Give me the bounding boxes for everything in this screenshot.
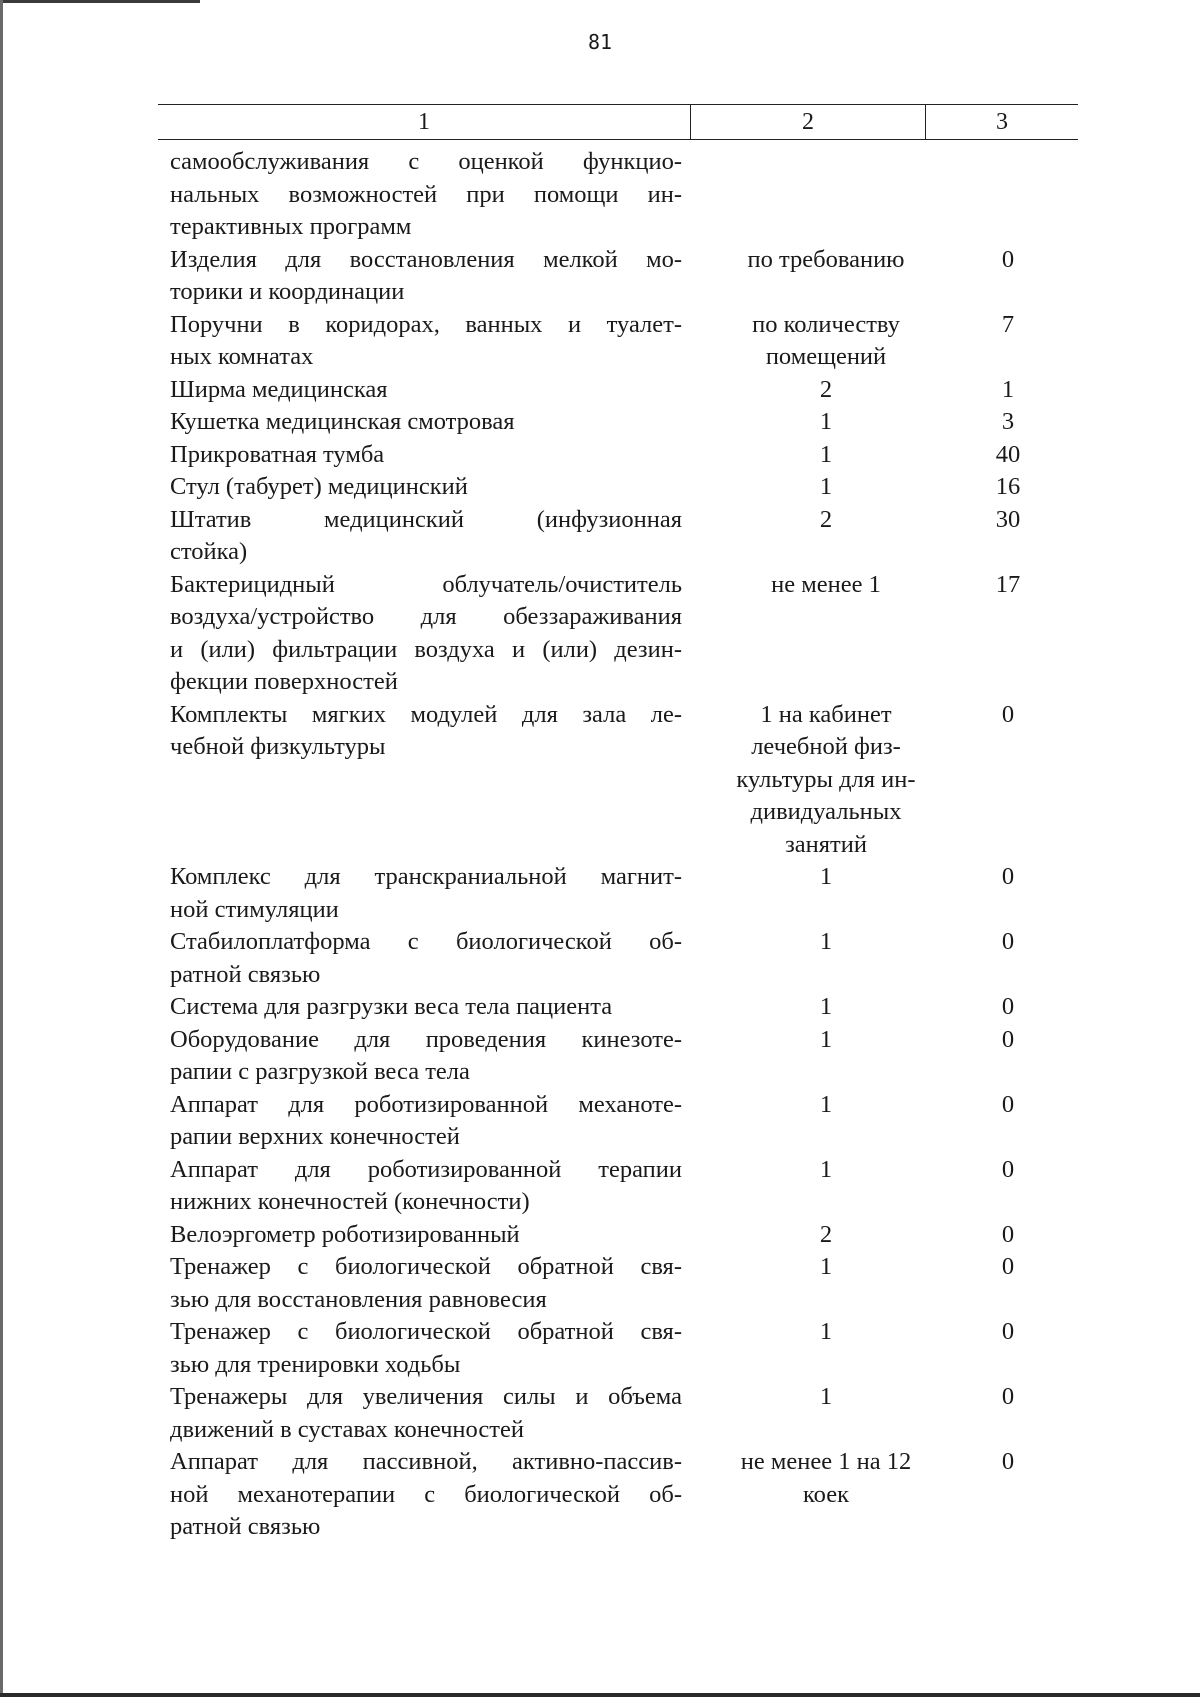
equipment-name-cell bbox=[170, 1446, 682, 1544]
required-quantity-line: не менее 1 на 12 bbox=[740, 1448, 912, 1475]
equipment-name-line: Ширма медицинская bbox=[170, 375, 388, 403]
actual-quantity-cell: 0 bbox=[1001, 928, 1015, 955]
table-row bbox=[170, 504, 1050, 569]
equipment-name-cell bbox=[170, 1024, 682, 1089]
table-header-col-2: 2 bbox=[691, 105, 926, 139]
equipment-name-line: Комплекты мягких модулей для зала ле- bbox=[170, 700, 682, 728]
equipment-name-line: Аппарат для роботизированной терапии bbox=[170, 1155, 682, 1183]
equipment-name-cell bbox=[170, 926, 682, 991]
equipment-name-line: зью для восстановления равновесия bbox=[170, 1285, 547, 1313]
required-quantity-line: коек bbox=[803, 1480, 849, 1508]
required-quantity-cell bbox=[682, 1089, 966, 1122]
required-quantity-line: 1 bbox=[819, 928, 833, 955]
required-quantity-cell bbox=[682, 861, 966, 894]
required-quantity-line: 2 bbox=[819, 505, 833, 533]
actual-quantity-cell: 7 bbox=[1001, 310, 1015, 338]
equipment-name-cell bbox=[170, 244, 682, 309]
equipment-name-line: Изделия для восстановления мелкой мо- bbox=[170, 245, 682, 273]
required-quantity-cell bbox=[682, 406, 966, 439]
required-quantity-line: 1 bbox=[819, 1383, 833, 1410]
equipment-name-cell bbox=[170, 471, 682, 504]
actual-quantity-cell: 0 bbox=[1001, 863, 1015, 890]
required-quantity-line: 1 bbox=[819, 1155, 833, 1183]
equipment-name-line: Стул (табурет) медицинский bbox=[170, 473, 468, 500]
equipment-name-cell bbox=[170, 146, 682, 244]
table-row bbox=[170, 569, 1050, 699]
equipment-name-line: самообслуживания с оценкой функцио- bbox=[170, 148, 682, 175]
required-quantity-cell bbox=[682, 1024, 966, 1057]
required-quantity-cell bbox=[682, 374, 966, 407]
equipment-name-line: Аппарат для пассивной, активно-пассив- bbox=[170, 1448, 682, 1475]
equipment-name-line: и (или) фильтрации воздуха и (или) дезин- bbox=[170, 635, 682, 663]
equipment-name-line: фекции поверхностей bbox=[170, 668, 398, 695]
actual-quantity-cell: 0 bbox=[1001, 1318, 1015, 1345]
scan-edge-top bbox=[0, 0, 200, 3]
required-quantity-line: культуры для ин- bbox=[736, 765, 916, 793]
table-row bbox=[170, 439, 1050, 472]
equipment-name-cell bbox=[170, 374, 682, 407]
required-quantity-line: по требованию bbox=[747, 245, 905, 273]
required-quantity-cell bbox=[682, 1219, 966, 1252]
required-quantity-line: 1 bbox=[819, 473, 833, 500]
required-quantity-line: 1 bbox=[819, 993, 833, 1020]
actual-quantity-cell: 0 bbox=[1001, 1025, 1015, 1053]
table-row bbox=[170, 374, 1050, 407]
equipment-name-line: Поручни в коридорах, ванных и туалет- bbox=[170, 310, 682, 338]
required-quantity-line: 1 bbox=[819, 1253, 833, 1280]
equipment-name-line: терактивных программ bbox=[170, 213, 412, 240]
equipment-name-line: чебной физкультуры bbox=[170, 733, 386, 760]
equipment-name-line: Тренажеры для увеличения силы и объема bbox=[170, 1383, 682, 1410]
required-quantity-line: дивидуальных bbox=[750, 798, 902, 825]
equipment-name-cell bbox=[170, 309, 682, 374]
required-quantity-line: помещений bbox=[765, 343, 887, 370]
table-row bbox=[170, 1316, 1050, 1381]
required-quantity-line: лечебной физ- bbox=[751, 733, 901, 760]
scan-edge-bottom bbox=[0, 1693, 1200, 1697]
equipment-name-line: ратной связью bbox=[170, 960, 321, 988]
required-quantity-cell bbox=[682, 1316, 966, 1349]
actual-quantity-cell: 1 bbox=[1001, 375, 1015, 403]
equipment-name-line: Прикроватная тумба bbox=[170, 440, 385, 468]
required-quantity-line: 2 bbox=[819, 1220, 833, 1248]
equipment-name-line: Бактерицидный облучатель/очиститель bbox=[170, 570, 682, 598]
equipment-name-cell bbox=[170, 504, 682, 569]
equipment-name-line: воздуха/устройство для обеззараживания bbox=[170, 603, 682, 630]
required-quantity-line: 1 bbox=[819, 1090, 833, 1118]
equipment-name-cell bbox=[170, 1089, 682, 1154]
equipment-name-line: движений в суставах конечностей bbox=[170, 1415, 524, 1443]
table-header-col-1: 1 bbox=[158, 105, 691, 139]
required-quantity-cell bbox=[682, 471, 966, 504]
equipment-name-line: ной механотерапии с биологической об- bbox=[170, 1480, 682, 1508]
actual-quantity-cell: 0 bbox=[1001, 1253, 1015, 1280]
equipment-name-line: ратной связью bbox=[170, 1513, 321, 1540]
required-quantity-cell bbox=[682, 699, 966, 862]
equipment-name-cell bbox=[170, 406, 682, 439]
table-row bbox=[170, 1446, 1050, 1544]
required-quantity-cell bbox=[682, 1381, 966, 1414]
table-row bbox=[170, 406, 1050, 439]
table-row bbox=[170, 1089, 1050, 1154]
table-row bbox=[170, 244, 1050, 309]
actual-quantity-cell: 0 bbox=[1001, 993, 1015, 1020]
equipment-name-cell bbox=[170, 1154, 682, 1219]
equipment-name-cell bbox=[170, 1219, 682, 1252]
actual-quantity-cell: 0 bbox=[1001, 1383, 1015, 1410]
required-quantity-line: занятий bbox=[785, 830, 867, 858]
required-quantity-line: 1 bbox=[819, 1318, 833, 1345]
table-row bbox=[170, 861, 1050, 926]
equipment-name-line: Велоэргометр роботизированный bbox=[170, 1220, 520, 1248]
equipment-name-line: нижних конечностей (конечности) bbox=[170, 1188, 530, 1215]
required-quantity-line: 1 bbox=[819, 1025, 833, 1053]
table-body bbox=[170, 146, 1050, 1544]
equipment-name-line: Оборудование для проведения кинезоте- bbox=[170, 1025, 682, 1053]
equipment-name-line: Тренажер с биологической обратной свя- bbox=[170, 1318, 682, 1345]
actual-quantity-cell: 0 bbox=[1001, 1090, 1015, 1118]
actual-quantity-cell: 40 bbox=[995, 440, 1021, 468]
table-row bbox=[170, 1024, 1050, 1089]
table-row bbox=[170, 471, 1050, 504]
table-row bbox=[170, 699, 1050, 862]
equipment-name-cell bbox=[170, 1251, 682, 1316]
equipment-name-line: торики и координации bbox=[170, 278, 405, 305]
equipment-name-cell bbox=[170, 699, 682, 764]
table-header bbox=[158, 104, 1078, 140]
table-row bbox=[170, 1251, 1050, 1316]
required-quantity-line: 1 bbox=[819, 408, 833, 435]
equipment-name-line: Стабилоплатформа с биологической об- bbox=[170, 928, 682, 955]
equipment-name-cell bbox=[170, 439, 682, 472]
required-quantity-cell bbox=[682, 1446, 966, 1511]
required-quantity-cell bbox=[682, 991, 966, 1024]
table-row bbox=[170, 991, 1050, 1024]
equipment-name-line: Штатив медицинский (инфузионная bbox=[170, 505, 682, 533]
required-quantity-cell bbox=[682, 309, 966, 374]
table-row bbox=[170, 1219, 1050, 1252]
required-quantity-cell bbox=[682, 439, 966, 472]
required-quantity-cell bbox=[682, 504, 966, 537]
equipment-name-line: Кушетка медицинская смотровая bbox=[170, 408, 515, 435]
actual-quantity-cell: 0 bbox=[1001, 1448, 1015, 1475]
required-quantity-cell bbox=[682, 244, 966, 277]
required-quantity-line: 1 на кабинет bbox=[760, 700, 892, 728]
equipment-name-line: рапии верхних конечностей bbox=[170, 1123, 460, 1150]
actual-quantity-cell: 17 bbox=[995, 570, 1021, 598]
table-row bbox=[170, 309, 1050, 374]
required-quantity-line: не менее 1 bbox=[771, 570, 881, 598]
required-quantity-cell bbox=[682, 1154, 966, 1187]
equipment-name-line: Тренажер с биологической обратной свя- bbox=[170, 1253, 682, 1280]
equipment-name-line: Система для разгрузки веса тела пациента bbox=[170, 993, 613, 1020]
actual-quantity-cell: 16 bbox=[995, 473, 1021, 500]
required-quantity-cell bbox=[682, 926, 966, 959]
equipment-name-cell bbox=[170, 569, 682, 699]
equipment-name-line: стойка) bbox=[170, 538, 248, 565]
table-header-col-3: 3 bbox=[996, 108, 1008, 135]
actual-quantity-cell: 3 bbox=[1001, 408, 1015, 435]
required-quantity-line: 1 bbox=[819, 440, 833, 468]
equipment-name-cell bbox=[170, 1316, 682, 1381]
table-row bbox=[170, 1381, 1050, 1446]
required-quantity-line: по количеству bbox=[752, 310, 900, 338]
equipment-name-line: Аппарат для роботизированной механоте- bbox=[170, 1090, 682, 1118]
required-quantity-cell bbox=[682, 1251, 966, 1284]
required-quantity-line: 1 bbox=[819, 863, 833, 890]
required-quantity-cell bbox=[682, 569, 966, 602]
equipment-name-line: ных комнатах bbox=[170, 343, 314, 370]
equipment-name-line: Комплекс для транскраниальной магнит- bbox=[170, 863, 682, 890]
equipment-name-cell bbox=[170, 1381, 682, 1446]
actual-quantity-cell: 0 bbox=[1001, 1155, 1015, 1183]
page-number: 81 bbox=[587, 30, 613, 54]
actual-quantity-cell: 0 bbox=[1001, 1220, 1015, 1248]
required-quantity-line: 2 bbox=[819, 375, 833, 403]
actual-quantity-cell: 30 bbox=[995, 505, 1021, 533]
equipment-name-line: ной стимуляции bbox=[170, 895, 339, 923]
table-row bbox=[170, 146, 1050, 244]
equipment-name-line: зью для тренировки ходьбы bbox=[170, 1350, 461, 1378]
equipment-name-cell bbox=[170, 861, 682, 926]
equipment-name-line: рапии с разгрузкой веса тела bbox=[170, 1058, 470, 1085]
equipment-name-line: нальных возможностей при помощи ин- bbox=[170, 180, 682, 208]
equipment-name-cell bbox=[170, 991, 682, 1024]
actual-quantity-cell: 0 bbox=[1001, 245, 1015, 273]
table-row bbox=[170, 1154, 1050, 1219]
actual-quantity-cell: 0 bbox=[1001, 700, 1015, 728]
scan-edge-left bbox=[0, 0, 3, 1697]
table-row bbox=[170, 926, 1050, 991]
